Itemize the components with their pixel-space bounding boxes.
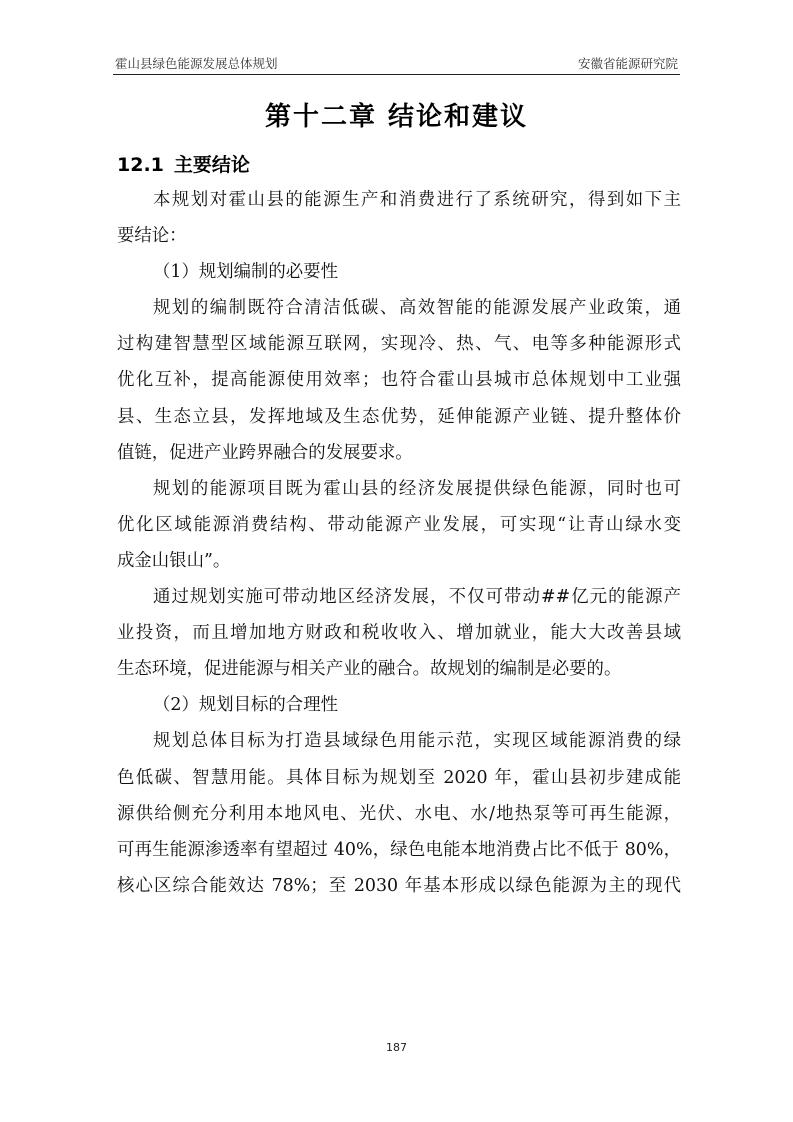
chapter-title: 第十二章 结论和建议 bbox=[264, 102, 529, 132]
paragraph-line: 源供给侧充分利用本地风电、光伏、水电、水/地热泵等可再生能源， bbox=[117, 803, 681, 824]
paragraph-line: 规划的能源项目既为霍山县的经济发展提供绿色能源，同时也可 bbox=[153, 478, 681, 499]
paragraph-line: 优化区域能源消费结构、带动能源产业发展，可实现“让青山绿水变 bbox=[117, 514, 681, 535]
paragraph-line: 通过规划实施可带动地区经济发展，不仅可带动##亿元的能源产 bbox=[153, 587, 681, 608]
header-document-title: 霍山县绿色能源发展总体规划 bbox=[115, 56, 278, 71]
paragraph-line: 业投资，而且增加地方财政和税收收入、增加就业，能大大改善县域 bbox=[117, 623, 681, 644]
paragraph-line: 生态环境，促进能源与相关产业的融合。故规划的编制是必要的。 bbox=[117, 659, 622, 680]
header-organization: 安徽省能源研究院 bbox=[577, 56, 678, 71]
paragraph-line: 县、生态立县，发挥地域及生态优势，延伸能源产业链、提升整体价 bbox=[117, 406, 681, 427]
paragraph-line: 本规划对霍山县的能源生产和消费进行了系统研究，得到如下主 bbox=[153, 190, 681, 210]
section-heading bbox=[117, 150, 250, 177]
paragraph-line: 核心区综合能效达 78%；至 2030 年基本形成以绿色能源为主的现代 bbox=[117, 875, 681, 896]
paragraph-line: 值链，促进产业跨界融合的发展要求。 bbox=[117, 442, 413, 463]
paragraph-line: 成金山银山”。 bbox=[117, 550, 231, 571]
section-number: 12.1 bbox=[117, 154, 164, 176]
page-header bbox=[113, 54, 680, 74]
subheading-rationality: （2）规划目标的合理性 bbox=[153, 695, 338, 716]
section-title: 主要结论 bbox=[173, 154, 250, 176]
paragraph-line: 可再生能源渗透率有望超过 40%，绿色电能本地消费占比不低于 80%， bbox=[117, 839, 681, 860]
body-text bbox=[117, 182, 681, 904]
paragraph-line: 过构建智慧型区域能源互联网，实现冷、热、气、电等多种能源形式 bbox=[117, 334, 681, 355]
subheading-necessity: （1）规划编制的必要性 bbox=[153, 262, 338, 283]
header-divider bbox=[113, 74, 680, 75]
paragraph-line: 优化互补，提高能源使用效率；也符合霍山县城市总体规划中工业强 bbox=[117, 370, 681, 391]
paragraph-line: 规划的编制既符合清洁低碳、高效智能的能源发展产业政策，通 bbox=[153, 298, 681, 319]
page-number: 187 bbox=[386, 1041, 407, 1054]
paragraph-line: 要结论： bbox=[117, 226, 187, 247]
paragraph-line: 色低碳、智慧用能。具体目标为规划至 2020 年，霍山县初步建成能 bbox=[117, 767, 681, 788]
paragraph-line: 规划总体目标为打造县域绿色用能示范，实现区域能源消费的绿 bbox=[153, 731, 681, 752]
